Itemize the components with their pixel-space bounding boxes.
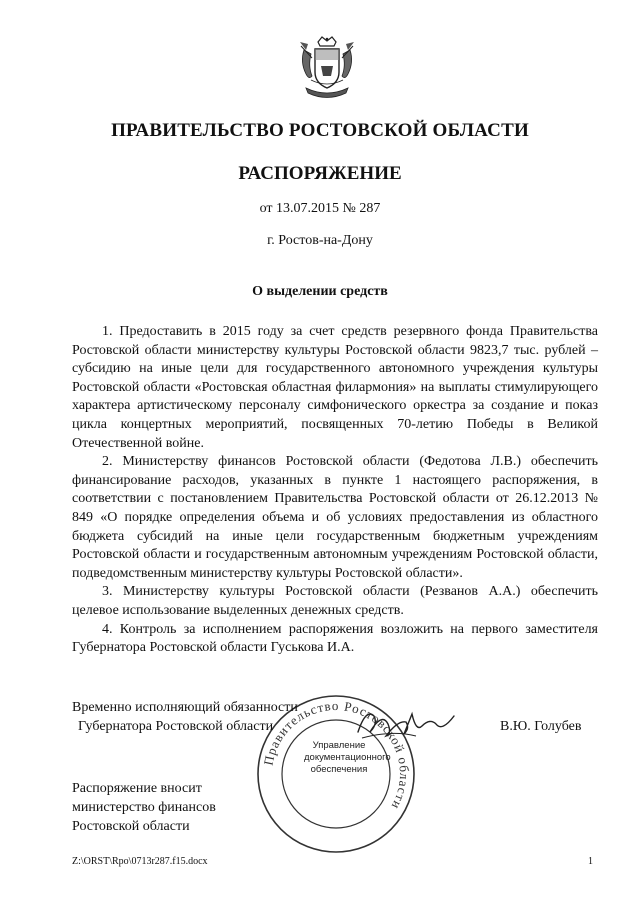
paragraph-1: 1. Предоставить в 2015 году за счет средств резервного фонда Правительства Ростовской области министерству культуры Ростовской области 9823,7 тыс. рублей – субсидию на иные цели для государственного автономного учреждения культуры Ростовской области «Ростовская областная филармония» на выплаты стимулирующего характера артистическому персоналу симфонического оркестра за создание и показ цикла концертных мероприятий, посвященных 70-летию Победы в Великой Отечественной войне. (72, 324, 598, 451)
introduced-by-line2: министерство финансов (72, 800, 216, 815)
document-date-number: от 13.07.2015 № 287 (259, 201, 381, 216)
page-number: 1 (588, 856, 593, 867)
signatory-position-line1: Временно исполняющий обязанности (72, 700, 298, 715)
introduced-by-line1: Распоряжение вносит (72, 781, 202, 796)
footer-file-path: Z:\ORST\Rpo\0713r287.f15.docx (72, 856, 208, 867)
stamp-inner-text (304, 740, 391, 802)
document-body (72, 323, 598, 658)
stamp-inner-line1: Управление (312, 740, 366, 751)
paragraph-4: 4. Контроль за исполнением распоряжения возложить на первого заместителя Губернатора Ростовской области Гуськова И.А. (72, 621, 598, 656)
document-city: г. Ростов-на-Дону (267, 233, 373, 248)
document-subject: О выделении средств (252, 284, 388, 299)
stamp-inner-line3: обеспечения (310, 764, 368, 775)
signatory-position-line2: Губернатора Ростовской области (78, 719, 274, 734)
svg-text:Правительство Ростовской облас: Правительство Ростовской области (260, 697, 413, 813)
introduced-by (72, 779, 216, 836)
document-kind: РАСПОРЯЖЕНИЕ (238, 163, 402, 184)
government-title: ПРАВИТЕЛЬСТВО РОСТОВСКОЙ ОБЛАСТИ (111, 120, 529, 141)
signatory-name: В.Ю. Голубев (500, 719, 582, 734)
coat-of-arms-icon (296, 36, 358, 102)
stamp-inner-line2: документационного (304, 752, 391, 763)
introduced-by-line3: Ростовской области (72, 819, 190, 834)
paragraph-3: 3. Министерству культуры Ростовской области (Резванов А.А.) обеспечить целевое использование выделенных денежных средств. (72, 584, 598, 618)
signature-icon (352, 702, 462, 746)
paragraph-2: 2. Министерству финансов Ростовской области (Федотова Л.В.) обеспечить финансирование расходов, указанных в пункте 1 настоящего распоряжения, в соответствии с постановлением Правительства Ростовской области от 26.12.2013 № 849 «О порядке определения объема и об условиях предоставления из областного бюджета субсидий на иные цели государственным бюджетным учреждениям Ростовской области и государственным автономным учреждениям Ростовской области, подведомственным министерству культуры Ростовской области». (72, 454, 598, 581)
